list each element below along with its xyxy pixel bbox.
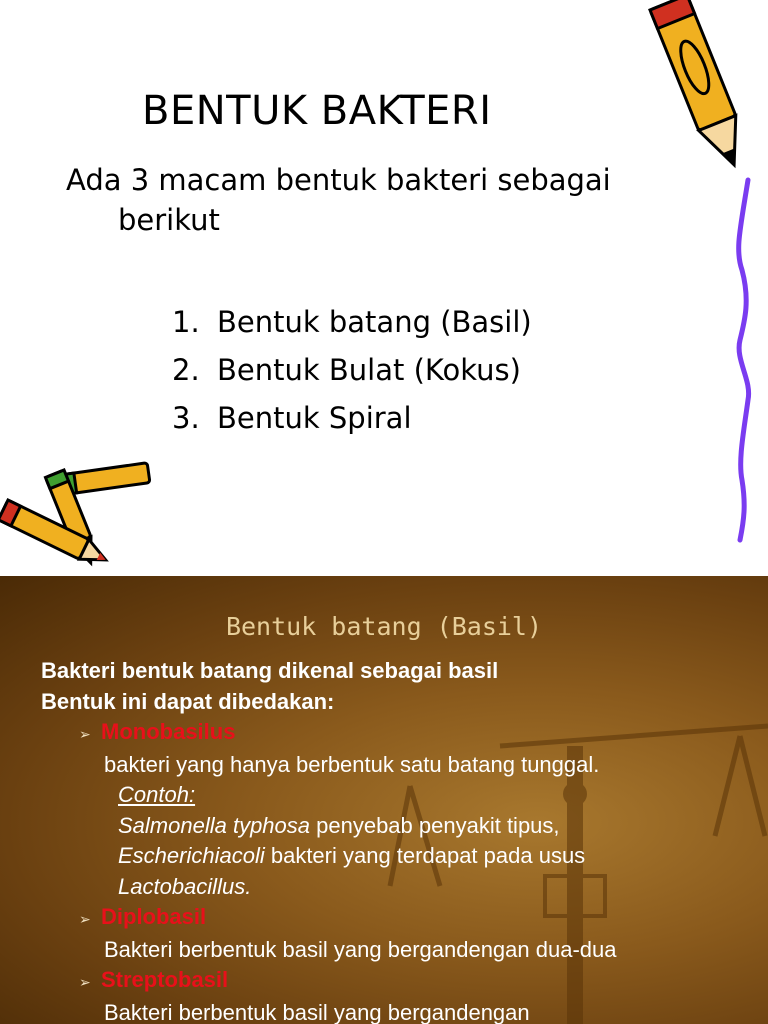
list-number: 1. xyxy=(172,305,200,339)
arrow-bullet-icon: ➢ xyxy=(79,911,91,927)
term-description: bakteri yang hanya berbentuk satu batang tunggal. xyxy=(104,751,600,777)
list-text: Bentuk batang (Basil) xyxy=(217,305,532,339)
species-name: Escherichiacoli xyxy=(118,843,265,868)
term-description: Bakteri berbentuk basil yang bergandengan xyxy=(104,999,530,1024)
list-text: Bentuk Bulat (Kokus) xyxy=(217,353,521,387)
list-item xyxy=(172,346,532,394)
species-desc: penyebab penyakit tipus, xyxy=(310,812,560,838)
list-text: Bentuk Spiral xyxy=(217,401,412,435)
example-item xyxy=(41,841,761,872)
slide1-title: BENTUK BAKTERI xyxy=(142,88,492,134)
bullet-diplobasil xyxy=(41,902,761,935)
list-number: 2. xyxy=(172,353,200,387)
bacteria-shape-list xyxy=(172,298,532,442)
example-item xyxy=(41,872,761,903)
species-name: Lactobacillus. xyxy=(118,873,252,899)
term-label: Streptobasil xyxy=(101,967,229,992)
bullet-monobasilus xyxy=(41,717,761,750)
intro-line-2: berikut xyxy=(118,203,220,237)
example-label: Contoh: xyxy=(118,782,196,807)
arrow-bullet-icon: ➢ xyxy=(79,726,91,742)
term-description: Bakteri berbentuk basil yang bergandengan dua-dua xyxy=(104,936,617,962)
arrow-bullet-icon: ➢ xyxy=(79,974,91,990)
species-name: Salmonella typhosa xyxy=(118,812,311,838)
example-item xyxy=(41,811,761,842)
slide2-title: Bentuk batang (Basil) xyxy=(225,612,543,641)
term-label: Diplobasil xyxy=(101,904,207,929)
crossed-pencils-icon xyxy=(0,463,150,570)
bullet-streptobasil xyxy=(41,965,761,998)
slide2-body xyxy=(41,656,761,1024)
squiggle-line-icon xyxy=(739,180,749,540)
slide1-intro xyxy=(66,160,686,240)
species-desc: bakteri yang terdapat pada usus xyxy=(264,843,586,868)
list-item xyxy=(172,298,532,346)
list-item xyxy=(172,394,532,442)
intro-line: Bakteri bentuk batang dikenal sebagai basil xyxy=(41,658,499,683)
list-number: 3. xyxy=(172,401,200,435)
slide-2 xyxy=(0,576,768,1024)
intro-line: Bentuk ini dapat dibedakan: xyxy=(41,688,335,714)
pencil-icon xyxy=(650,0,753,172)
intro-line-1: Ada 3 macam bentuk bakteri sebagai xyxy=(66,163,611,197)
term-label: Monobasilus xyxy=(101,719,236,744)
